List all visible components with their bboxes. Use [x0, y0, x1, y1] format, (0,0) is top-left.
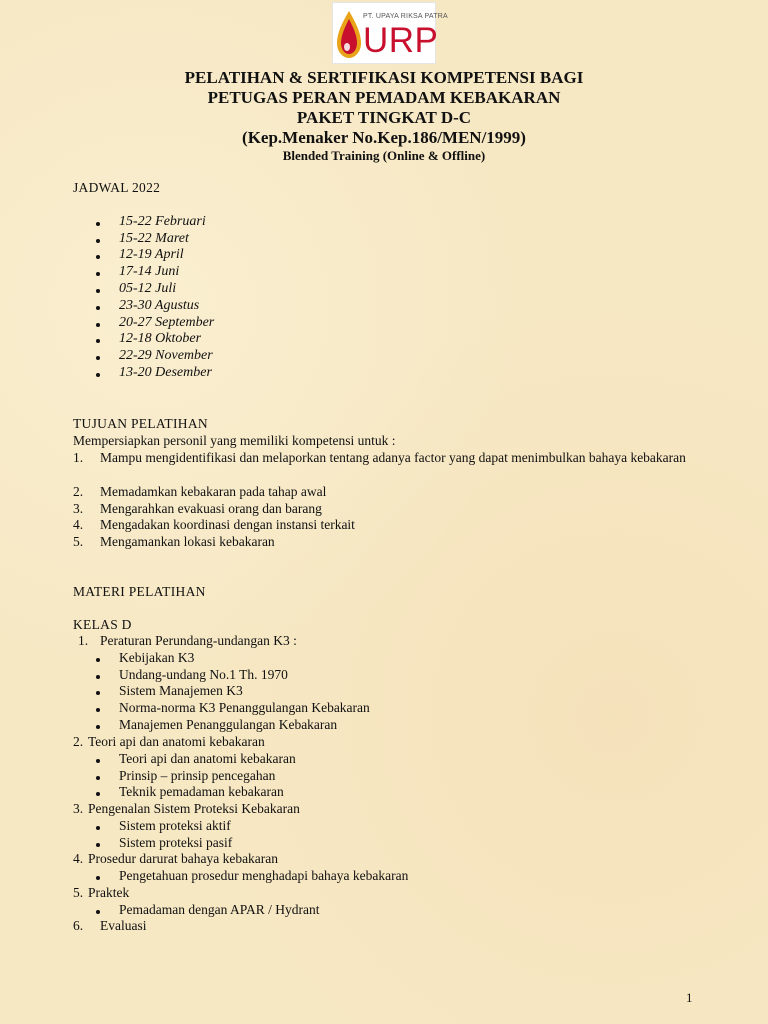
bullet-icon — [96, 289, 100, 293]
schedule-date: 15-22 Maret — [119, 231, 189, 246]
bullet-icon — [96, 826, 100, 830]
objective-item: Mampu mengidentifikasi dan melaporkan tentang adanya factor yang dapat menimbulkan bahaya kebakaran — [100, 450, 686, 465]
section-title: Prosedur darurat bahaya kebakaran — [88, 851, 279, 866]
bullet-icon — [96, 843, 100, 847]
bullet-icon — [96, 222, 100, 226]
bullet-icon — [96, 910, 100, 914]
bullet-icon — [96, 759, 100, 763]
section-title: Teori api dan anatomi kebakaran — [88, 734, 265, 749]
section-item: Prinsip – prinsip pencegahan — [119, 768, 276, 783]
section-item: Norma-norma K3 Penanggulangan Kebakaran — [119, 700, 370, 715]
section-item: Teori api dan anatomi kebakaran — [119, 751, 296, 766]
materials-heading: MATERI PELATIHAN — [73, 584, 206, 599]
bullet-icon — [96, 725, 100, 729]
section-item: Sistem proteksi pasif — [119, 835, 233, 850]
bullet-icon — [96, 255, 100, 259]
section-title: Peraturan Perundang-undangan K3 : — [100, 633, 297, 648]
subtitle: Blended Training (Online & Offline) — [282, 148, 486, 163]
bullet-icon — [96, 239, 100, 243]
logo-acronym: URP — [363, 21, 439, 60]
schedule-date: 20-27 September — [119, 315, 215, 330]
section-title: Evaluasi — [100, 918, 147, 933]
objectives-heading: TUJUAN PELATIHAN — [73, 416, 208, 431]
bullet-icon — [96, 272, 100, 276]
company-logo — [332, 2, 448, 64]
section-item: Sistem Manajemen K3 — [119, 683, 243, 698]
page-number: 1 — [686, 990, 693, 1005]
title-line-2: PETUGAS PERAN PEMADAM KEBAKARAN — [207, 88, 561, 107]
class-heading: KELAS D — [73, 617, 132, 632]
bullet-icon — [96, 708, 100, 712]
schedule-date: 17-14 Juni — [119, 264, 180, 279]
title-line-3: PAKET TINGKAT D-C — [296, 108, 472, 127]
title-line-1: PELATIHAN & SERTIFIKASI KOMPETENSI BAGI — [184, 68, 584, 87]
section-title: Praktek — [88, 885, 130, 900]
bullet-icon — [96, 323, 100, 327]
section-item: Undang-undang No.1 Th. 1970 — [119, 667, 288, 682]
title-line-4: (Kep.Menaker No.Kep.186/MEN/1999) — [242, 128, 526, 147]
section-item: Kebijakan K3 — [119, 650, 195, 665]
section-item: Teknik pemadaman kebakaran — [119, 784, 284, 799]
list-number: 4. — [73, 517, 84, 532]
section-number: 3. — [73, 801, 84, 816]
schedule-date: 15-22 Februari — [119, 214, 206, 229]
schedule-date: 23-30 Agustus — [119, 298, 200, 313]
bullet-icon — [96, 356, 100, 360]
bullet-icon — [96, 339, 100, 343]
section-item: Sistem proteksi aktif — [119, 818, 231, 833]
bullet-icon — [96, 691, 100, 695]
bullet-icon — [96, 658, 100, 662]
bullet-icon — [96, 792, 100, 796]
schedule-date: 22-29 November — [119, 348, 213, 363]
section-number: 6. — [73, 918, 84, 933]
section-item: Manajemen Penanggulangan Kebakaran — [119, 717, 338, 732]
schedule-date: 12-18 Oktober — [119, 331, 202, 346]
objective-item: Mengadakan koordinasi dengan instansi terkait — [100, 517, 355, 532]
schedule-heading: JADWAL 2022 — [73, 180, 161, 195]
list-number: 2. — [73, 484, 84, 499]
section-item: Pemadaman dengan APAR / Hydrant — [119, 902, 320, 917]
section-number: 2. — [73, 734, 84, 749]
schedule-date: 05-12 Juli — [119, 281, 177, 296]
bullet-icon — [96, 876, 100, 880]
bullet-icon — [96, 373, 100, 377]
section-title: Pengenalan Sistem Proteksi Kebakaran — [88, 801, 300, 816]
objective-item: Mengamankan lokasi kebakaran — [100, 534, 275, 549]
objective-item: Memadamkan kebakaran pada tahap awal — [100, 484, 327, 499]
section-item: Pengetahuan prosedur menghadapi bahaya kebakaran — [119, 868, 409, 883]
bullet-icon — [96, 675, 100, 679]
section-number: 4. — [73, 851, 84, 866]
logo-company-name: PT. UPAYA RIKSA PATRA — [363, 13, 448, 20]
objective-item: Mengarahkan evakuasi orang dan barang — [100, 501, 322, 516]
bullet-icon — [96, 306, 100, 310]
list-number: 1. — [73, 450, 84, 465]
schedule-date: 12-19 April — [119, 247, 184, 262]
objectives-intro: Mempersiapkan personil yang memiliki kompetensi untuk : — [73, 433, 396, 448]
section-number: 1. — [78, 633, 89, 648]
section-number: 5. — [73, 885, 84, 900]
schedule-date: 13-20 Desember — [119, 365, 212, 380]
bullet-icon — [96, 776, 100, 780]
list-number: 5. — [73, 534, 84, 549]
list-number: 3. — [73, 501, 84, 516]
